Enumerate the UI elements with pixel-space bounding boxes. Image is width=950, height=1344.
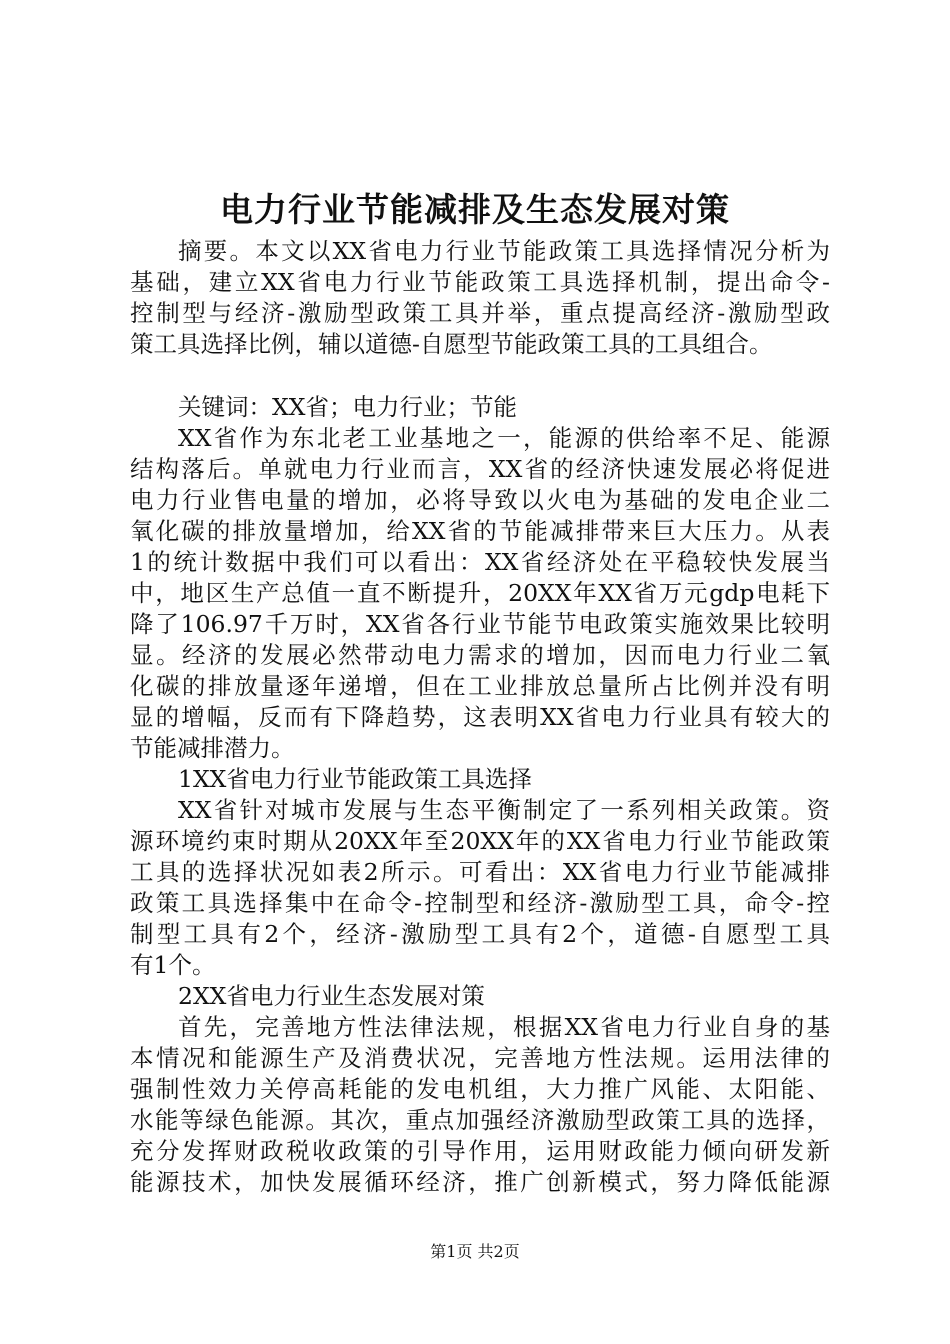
section2-heading: 2XX省电力行业生态发展对策: [178, 982, 485, 1010]
section1-line: 政策工具选择集中在命令-控制型和经济-激励型工具，命令-控: [130, 889, 830, 917]
intro-line: 节能减排潜力。: [130, 734, 295, 762]
abstract-line: 控制型与经济-激励型政策工具并举，重点提高经济-激励型政: [130, 299, 830, 327]
intro-line: 显的增幅，反而有下降趋势，这表明XX省电力行业具有较大的: [130, 703, 830, 731]
section2-paragraph: [130, 1012, 830, 1198]
abstract-line: 策工具选择比例，辅以道德-自愿型节能政策工具的工具组合。: [130, 330, 773, 358]
section1-line: 制型工具有2个，经济-激励型工具有2个，道德-自愿型工具: [130, 920, 830, 948]
intro-line: 显。经济的发展必然带动电力需求的增加，因而电力行业二氧: [130, 641, 830, 669]
paragraph-gap: [130, 360, 830, 392]
page-footer: 第1页 共2页: [430, 1242, 520, 1261]
intro-line: 中，地区生产总值一直不断提升，20XX年XX省万元gdp电耗下: [130, 579, 830, 607]
abstract-line: 基础，建立XX省电力行业节能政策工具选择机制，提出命令-: [130, 268, 830, 296]
intro-paragraph: [130, 423, 830, 764]
section2-line: 充分发挥财政税收政策的引导作用，运用财政能力倾向研发新: [130, 1137, 830, 1165]
intro-line: 电力行业售电量的增加，必将导致以火电为基础的发电企业二: [130, 486, 830, 514]
section2-line: 能源技术，加快发展循环经济，推广创新模式，努力降低能源: [130, 1168, 830, 1196]
abstract-paragraph: [130, 236, 830, 360]
section1-line: 源环境约束时期从20XX年至20XX年的XX省电力行业节能政策: [130, 827, 830, 855]
document-title: 电力行业节能减排及生态发展对策: [220, 190, 730, 229]
section1-heading: 1XX省电力行业节能政策工具选择: [178, 765, 532, 793]
abstract-line: 摘要。本文以XX省电力行业节能政策工具选择情况分析为: [178, 237, 830, 265]
intro-line: 1的统计数据中我们可以看出：XX省经济处在平稳较快发展当: [130, 548, 830, 576]
document-body: [130, 236, 830, 1198]
section2-line: 首先，完善地方性法律法规，根据XX省电力行业自身的基: [178, 1013, 830, 1041]
section2-line: 强制性效力关停高耗能的发电机组，大力推广风能、太阳能、: [130, 1075, 830, 1103]
intro-line: 结构落后。单就电力行业而言，XX省的经济快速发展必将促进: [130, 455, 830, 483]
section1-line: 有1个。: [130, 951, 216, 979]
section2-line: 本情况和能源生产及消费状况，完善地方性法规。运用法律的: [130, 1044, 830, 1072]
intro-line: 降了106.97千万时，XX省各行业节能节电政策实施效果比较明: [130, 610, 830, 638]
intro-line: 化碳的排放量逐年递增，但在工业排放总量所占比例并没有明: [130, 672, 830, 700]
section1-paragraph: [130, 795, 830, 981]
keywords-line: 关键词：XX省；电力行业；节能: [178, 393, 517, 421]
section2-line: 水能等绿色能源。其次，重点加强经济激励型政策工具的选择，: [130, 1106, 830, 1134]
intro-line: XX省作为东北老工业基地之一，能源的供给率不足、能源: [178, 424, 830, 452]
section1-line: 工具的选择状况如表2所示。可看出：XX省电力行业节能减排: [130, 858, 830, 886]
section1-line: XX省针对城市发展与生态平衡制定了一系列相关政策。资: [178, 796, 830, 824]
intro-line: 氧化碳的排放量增加，给XX省的节能减排带来巨大压力。从表: [130, 517, 830, 545]
